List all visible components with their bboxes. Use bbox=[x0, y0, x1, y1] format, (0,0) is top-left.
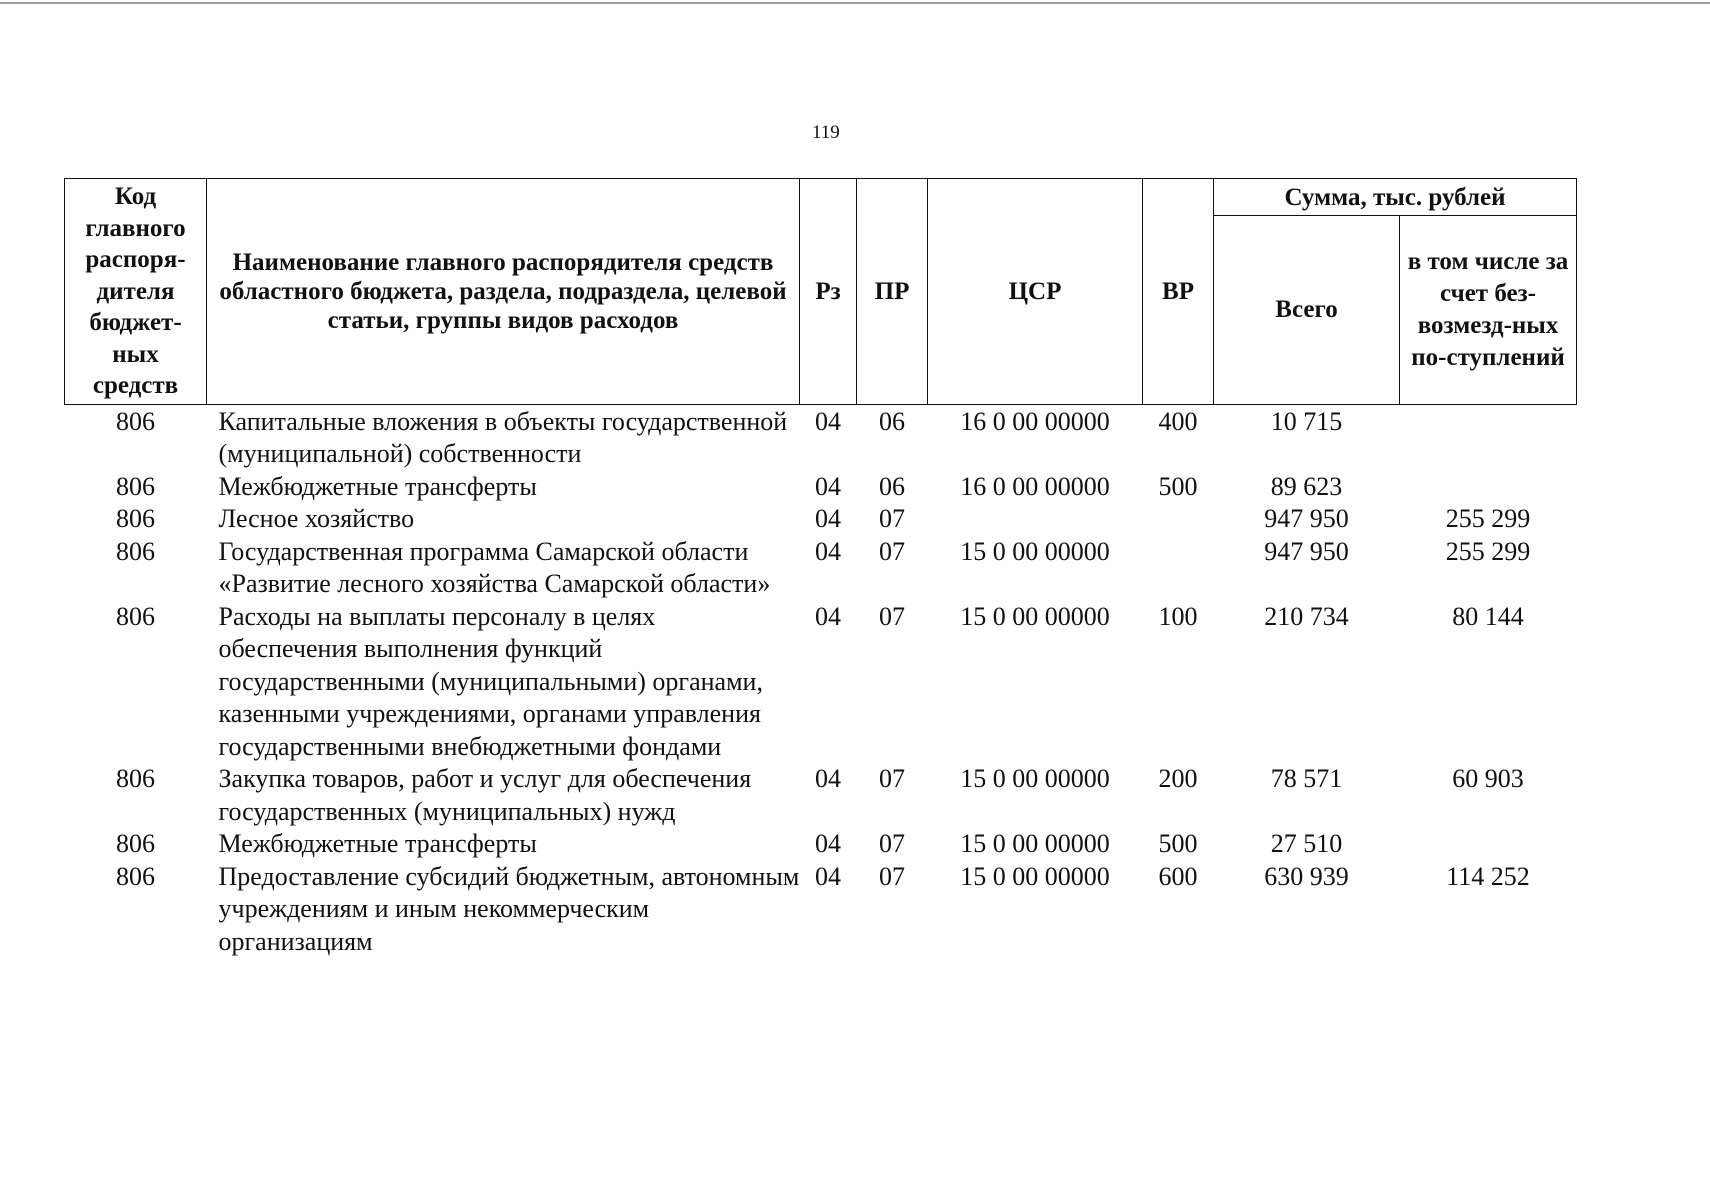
cell-total: 10 715 bbox=[1270, 406, 1343, 436]
cell-rz: 04 bbox=[815, 861, 841, 891]
table-row bbox=[65, 404, 1577, 471]
cell-pr: 07 bbox=[879, 829, 905, 858]
cell-vr: 500 bbox=[1158, 471, 1198, 501]
cell-csr: 15 0 00 00000 bbox=[960, 536, 1110, 566]
table-row bbox=[65, 601, 1577, 764]
header-name: Наименование главного распорядителя средств областного бюджета, раздела, подраздела, целевой статьи, группы видов расходов bbox=[207, 179, 800, 405]
cell-pr: 07 bbox=[879, 536, 905, 566]
cell-csr: 15 0 00 00000 bbox=[960, 764, 1110, 793]
cell-rz: 04 bbox=[815, 829, 841, 858]
cell-free bbox=[1400, 471, 1577, 504]
cell-csr: 15 0 00 00000 bbox=[960, 601, 1110, 631]
table-row bbox=[65, 471, 1577, 504]
cell-csr: 15 0 00 00000 bbox=[960, 829, 1110, 858]
cell-code: 806 bbox=[116, 471, 155, 501]
table-row bbox=[65, 763, 1577, 828]
cell-pr: 06 bbox=[879, 471, 905, 501]
cell-rz: 04 bbox=[815, 406, 841, 436]
cell-pr: 07 bbox=[879, 601, 905, 631]
cell-free: 114 252 bbox=[1446, 861, 1530, 891]
cell-name: Государственная программа Самарской области «Развитие лесного хозяйства Самарской области» bbox=[218, 536, 771, 598]
cell-name: Предоставление субсидий бюджетным, автономным учреждениям и иным некоммерческим организациям bbox=[218, 861, 800, 956]
cell-name: Капитальные вложения в объекты государственной (муниципальной) собственности bbox=[218, 406, 788, 468]
cell-free: 60 903 bbox=[1452, 764, 1524, 793]
header-pr: ПР bbox=[857, 179, 928, 405]
table-row bbox=[65, 861, 1577, 959]
cell-pr: 07 bbox=[879, 764, 905, 793]
header-code: Код главного распоря-дителя бюджет-ных средств bbox=[65, 179, 207, 405]
cell-vr: 200 bbox=[1158, 764, 1198, 793]
cell-csr bbox=[928, 503, 1143, 536]
header-total: Всего bbox=[1214, 216, 1400, 405]
page-number: 119 bbox=[812, 122, 840, 143]
table-row bbox=[65, 536, 1577, 601]
cell-code: 806 bbox=[116, 829, 155, 858]
cell-vr: 500 bbox=[1158, 829, 1198, 858]
cell-vr: 100 bbox=[1158, 601, 1198, 631]
cell-total: 210 734 bbox=[1264, 601, 1349, 631]
cell-code: 806 bbox=[116, 601, 155, 631]
cell-total: 27 510 bbox=[1270, 829, 1343, 858]
cell-rz: 04 bbox=[815, 601, 841, 631]
cell-name: Межбюджетные трансферты bbox=[218, 829, 537, 858]
cell-code: 806 bbox=[116, 536, 155, 566]
cell-pr: 06 bbox=[879, 406, 905, 436]
cell-csr: 15 0 00 00000 bbox=[960, 861, 1110, 891]
table-row bbox=[65, 503, 1577, 536]
header-sum-group: Сумма, тыс. рублей bbox=[1214, 179, 1577, 216]
cell-free: 255 299 bbox=[1445, 504, 1531, 533]
cell-code: 806 bbox=[116, 764, 155, 793]
header-free-receipts: в том числе за счет без-возмезд-ных по-ступлений bbox=[1400, 216, 1577, 405]
scan-top-rule bbox=[0, 2, 1710, 4]
budget-table bbox=[64, 178, 1577, 958]
cell-rz: 04 bbox=[815, 764, 841, 793]
table-row bbox=[65, 828, 1577, 861]
cell-free: 80 144 bbox=[1452, 601, 1524, 631]
cell-code: 806 bbox=[116, 861, 155, 891]
cell-pr: 07 bbox=[879, 504, 905, 533]
cell-rz: 04 bbox=[815, 471, 841, 501]
cell-rz: 04 bbox=[815, 504, 841, 533]
header-csr: ЦСР bbox=[928, 179, 1143, 405]
cell-free: 255 299 bbox=[1445, 536, 1531, 566]
cell-vr bbox=[1143, 536, 1214, 601]
cell-code: 806 bbox=[116, 504, 155, 533]
cell-name: Расходы на выплаты персоналу в целях обеспечения выполнения функций государственными (муниципальными) органами, казенными учреждениями, органами управления государственными внебюджетными фондами bbox=[218, 601, 763, 761]
cell-csr: 16 0 00 00000 bbox=[960, 406, 1110, 436]
cell-total: 78 571 bbox=[1270, 764, 1343, 793]
cell-name: Закупка товаров, работ и услуг для обеспечения государственных (муниципальных) нужд bbox=[218, 764, 752, 826]
cell-total: 630 939 bbox=[1264, 861, 1349, 891]
cell-code: 806 bbox=[116, 406, 155, 436]
cell-name: Лесное хозяйство bbox=[218, 504, 415, 533]
cell-pr: 07 bbox=[879, 861, 905, 891]
cell-vr bbox=[1143, 503, 1214, 536]
cell-total: 947 950 bbox=[1264, 536, 1349, 566]
header-rz: Рз bbox=[800, 179, 857, 405]
cell-csr: 16 0 00 00000 bbox=[960, 471, 1110, 501]
cell-vr: 600 bbox=[1158, 861, 1198, 891]
cell-free bbox=[1400, 404, 1577, 471]
cell-total: 89 623 bbox=[1270, 471, 1343, 501]
cell-name: Межбюджетные трансферты bbox=[218, 471, 537, 501]
cell-total: 947 950 bbox=[1264, 504, 1349, 533]
cell-vr: 400 bbox=[1158, 406, 1198, 436]
cell-rz: 04 bbox=[815, 536, 841, 566]
header-vr: ВР bbox=[1143, 179, 1214, 405]
cell-free bbox=[1400, 828, 1577, 861]
